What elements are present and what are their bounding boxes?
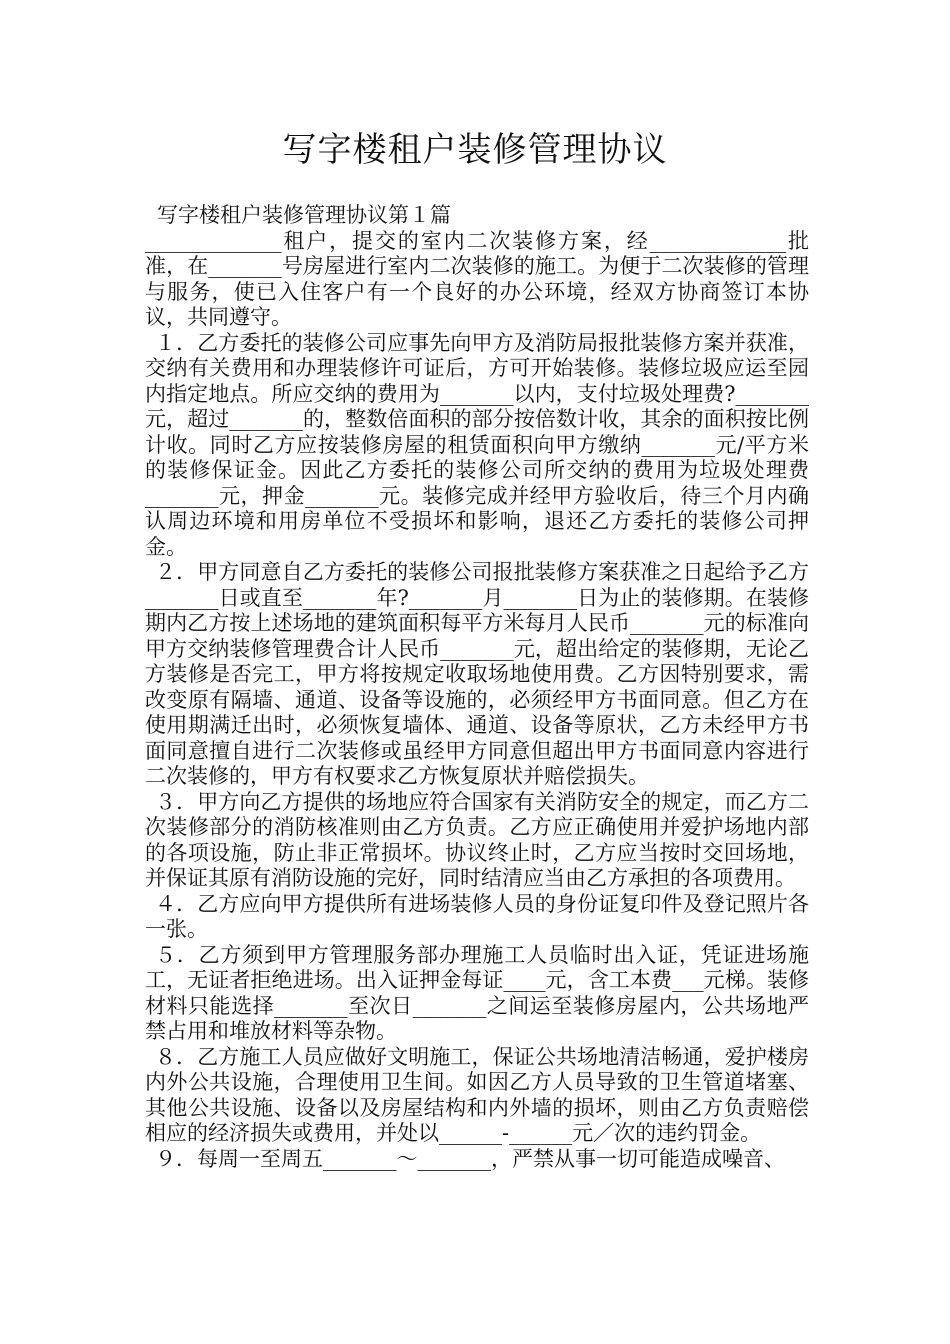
document-title: 写字楼租户装修管理协议	[282, 130, 668, 170]
intro-paragraph: _____________租户，提交的室内二次装修方案，经_____________批准，在_______号房屋进行室内二次装修的施工。为便于二次装修的管理与服务，使已入住客户有一个良好的办公环境，经双方协商签订本协议，共同遵守。	[145, 228, 809, 329]
document-body	[145, 203, 809, 1172]
clause-9: ９．每周一至周五_______～_______，严禁从事一切可能造成噪音、	[155, 1146, 785, 1171]
clause-8: ８．乙方施工人员应做好文明施工，保证公共场地清洁畅通，爱护楼房内外公共设施，合理使用卫生间。如因乙方人员导致的卫生管道堵塞、其他公共设施、设备以及房屋结构和内外墙的损坏，则由乙方负责赔偿相应的经济损失或费用，并处以______-______元／次的违约罚金。	[145, 1044, 809, 1145]
document-subtitle: 写字楼租户装修管理协议第１篇	[157, 203, 451, 227]
clause-2: ２．甲方同意自乙方委托的装修公司报批装修方案获准之日起给予乙方_______日或直至_______年?_______月_______日为止的装修期。在装修期内乙方按上述场地的建筑面积每平方米每月人民币_______元的标准向甲方交纳装修管理费合计人民币_______元，超出给定的装修期，无论乙方装修是否完工，甲方将按规定收取场地使用费。乙方因特别要求，需改变原有隔墙、通道、设备等设施的，必须经甲方书面同意。但乙方在使用期满迁出时，必须恢复墙体、通道、设备等原状，乙方未经甲方书面同意擅自进行二次装修或虽经甲方同意但超出甲方书面同意内容进行二次装修的，甲方有权要求乙方恢复原状并赔偿损失。	[145, 560, 809, 788]
clause-3: ３．甲方向乙方提供的场地应符合国家有关消防安全的规定，而乙方二次装修部分的消防核准则由乙方负责。乙方应正确使用并爱护场地内部的各项设施，防止非正常损坏。协议终止时，乙方应当按时交回场地，并保证其原有消防设施的完好，同时结清应当由乙方承担的各项费用。	[145, 789, 809, 890]
clause-1: １．乙方委托的装修公司应事先向甲方及消防局报批装修方案并获准，交纳有关费用和办理装修许可证后，方可开始装修。装修垃圾应运至园内指定地点。所应交纳的费用为_______以内，支付垃圾处理费?_______元，超过_______的，整数倍面积的部分按倍数计收，其余的面积按比例计收。同时乙方应按装修房屋的租赁面积向甲方缴纳_______元/平方米的装修保证金。因此乙方委托的装修公司所交纳的费用为垃圾处理费_______元，押金_______元。装修完成并经甲方验收后，待三个月内确认周边环境和用房单位不受损坏和影响，退还乙方委托的装修公司押金。	[145, 330, 809, 559]
clause-4: ４．乙方应向甲方提供所有进场装修人员的身份证复印件及登记照片各一张。	[145, 891, 809, 941]
clause-5: ５．乙方须到甲方管理服务部办理施工人员临时出入证，凭证进场施工，无证者拒绝进场。出入证押金每证____元，含工本费___元梯。装修材料只能选择_______至次日_______之间运至装修房屋内，公共场地严禁占用和堆放材料等杂物。	[145, 942, 809, 1043]
